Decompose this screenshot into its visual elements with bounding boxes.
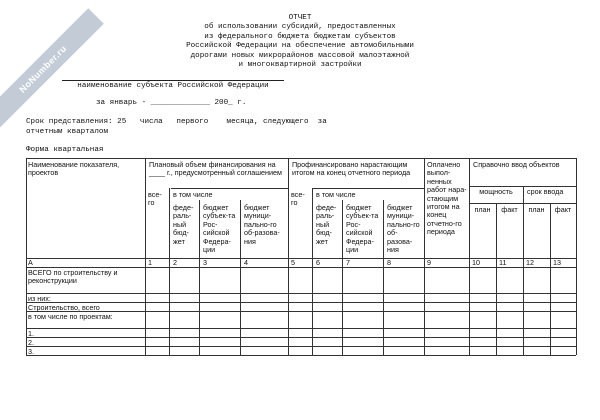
subheader-fact: факт xyxy=(501,205,518,214)
table-rule xyxy=(171,188,288,189)
column-number: 11 xyxy=(499,258,507,267)
subject-caption: наименование субъекта Российской Федерации xyxy=(77,82,269,90)
column-number: 3 xyxy=(203,258,207,267)
table-rule xyxy=(169,188,170,355)
table-rule xyxy=(496,203,497,355)
column-header-commissioning: Справочно ввод объектов xyxy=(473,160,560,169)
subject-underline xyxy=(62,80,284,81)
report-title-line: Российской Федерации на обеспечение автомобильными xyxy=(186,42,414,51)
subheader-term: срок ввода xyxy=(527,187,564,196)
column-header-planned: Плановый объем финансирования на ____ г., предусмотренный соглашением xyxy=(149,160,282,178)
column-number: 8 xyxy=(387,258,391,267)
table-rule xyxy=(240,200,241,355)
form-type: Форма квартальная xyxy=(26,146,104,154)
subheader-plan: план xyxy=(528,205,545,214)
subheader-federal: феде-раль-ный бюд-жет xyxy=(173,203,194,246)
report-title-line: дорогами новых микрорайонов массовой малоэтажной xyxy=(190,51,410,60)
table-rule xyxy=(550,203,551,355)
report-title-line: из федерального бюджета бюджетам субъектов xyxy=(204,32,396,41)
watermark: NoNumber.ru xyxy=(0,8,104,130)
column-number: А xyxy=(28,258,33,267)
reporting-period: за январь - _____________ 200_ г. xyxy=(96,99,247,107)
subheader-municipal: бюджет муници-пально-го об-разова-ния xyxy=(387,203,420,255)
report-title-block xyxy=(0,14,600,70)
deadline-line: Срок представления: 25 числа первого месяца, следующего за xyxy=(26,118,327,126)
table-rule xyxy=(288,158,289,355)
subheader-total: все-го xyxy=(148,190,162,208)
table-rule xyxy=(312,188,424,189)
table-border xyxy=(26,158,27,355)
report-title-line: об использовании субсидий, предоставленных xyxy=(204,23,396,32)
column-number: 13 xyxy=(553,258,561,267)
column-number: 2 xyxy=(173,258,177,267)
table-rule xyxy=(312,188,313,355)
subheader-plan: план xyxy=(474,205,491,214)
row-label: 3. xyxy=(28,347,34,356)
subheader-regional: бюджет субъек-та Рос-сийской Федера-ции xyxy=(203,203,236,255)
column-number: 5 xyxy=(291,258,295,267)
row-label: ВСЕГО по строительству и реконструкции xyxy=(28,268,118,286)
column-header-paid: Оплачено выпол-ненных работ нара-стающим итогом на конец отчетно-го периода xyxy=(427,160,467,237)
table-rule xyxy=(383,200,384,355)
column-number: 7 xyxy=(346,258,350,267)
deadline-line: отчетным кварталом xyxy=(26,127,109,136)
column-number: 9 xyxy=(427,258,431,267)
row-label: из них: xyxy=(28,294,51,303)
subheader-regional: бюджет субъек-та Рос-сийской Федера-ции xyxy=(346,203,379,255)
subheader-federal: феде-раль-ный бюд-жет xyxy=(316,203,337,246)
column-number: 6 xyxy=(316,258,320,267)
column-number: 4 xyxy=(244,258,248,267)
subheader-municipal: бюджет муници-пально-го об-разова-ния xyxy=(244,203,280,246)
row-label: в том числе по проектам: xyxy=(28,312,113,321)
table-border xyxy=(26,158,576,159)
submission-deadline xyxy=(26,118,356,137)
report-title: ОТЧЕТ xyxy=(288,14,312,22)
table-border xyxy=(576,158,577,355)
row-label: Строительство, всего xyxy=(28,303,100,312)
table-rule xyxy=(342,200,343,355)
column-header-prefinanced: Профинансировано нарастающим итогом на конец отчетного периода xyxy=(292,160,411,178)
report-title-line: и многоквартирной застройки xyxy=(238,61,362,70)
row-label: 1. xyxy=(28,329,34,338)
subheader-capacity: мощность xyxy=(479,187,513,196)
table-rule xyxy=(145,158,146,355)
row-label: 2. xyxy=(28,338,34,347)
table-rule xyxy=(199,200,200,355)
subheader-total: все-го xyxy=(291,190,305,208)
subheader-including: в том числе xyxy=(173,190,213,199)
column-number: 12 xyxy=(526,258,534,267)
column-number: 1 xyxy=(148,258,152,267)
subheader-including: в том числе xyxy=(316,190,356,199)
report-table xyxy=(26,158,576,396)
subheader-fact: факт xyxy=(554,205,572,214)
column-number: 10 xyxy=(472,258,480,267)
column-header-name: Наименование показателя, проектов xyxy=(28,160,120,178)
